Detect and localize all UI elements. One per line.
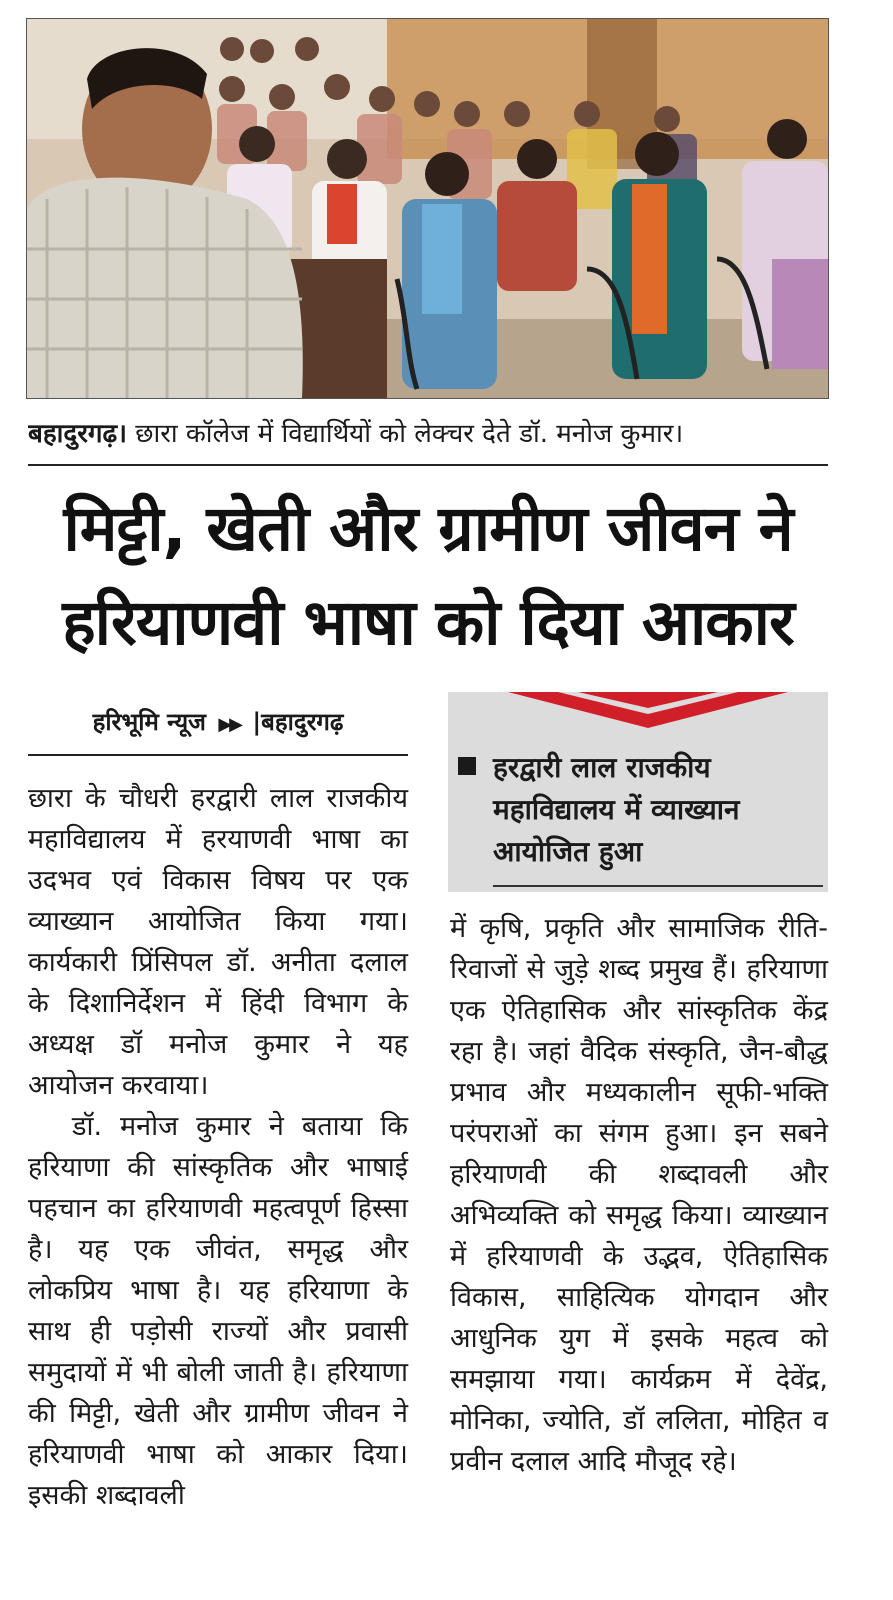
headline	[28, 482, 828, 670]
square-bullet-icon	[458, 757, 476, 775]
byline-divider	[28, 754, 408, 756]
headline-line-2: हरियाणवी भाषा को दिया आकार	[62, 586, 794, 659]
article-paragraph-1: छारा के चौधरी हरद्वारी लाल राजकीय महाविद्यालय में हरयाणवी भाषा का उदभव एवं विकास विषय पर एक व्याख्यान आयोजित किया गया। कार्यकारी प्रिंसिपल डॉ. अनीता दलाल के दिशानिर्देशन में हिंदी विभाग के अध्यक्ष डॉ मनोज कुमार ने यह आयोजन करवाया।	[28, 783, 408, 1101]
article-column-right	[450, 908, 828, 1482]
caption-divider	[28, 464, 828, 466]
play-arrows-icon: ▶▶	[218, 714, 241, 735]
pull-quote-box	[448, 692, 828, 892]
pull-quote-divider	[493, 885, 823, 887]
classroom-illustration	[27, 19, 828, 398]
byline-place: |बहादुरगढ़	[252, 708, 344, 736]
pull-quote-text: हरद्वारी लाल राजकीय महाविद्यालय में व्याख्यान आयोजित हुआ	[493, 751, 740, 868]
article-column-left	[28, 778, 408, 1516]
headline-line-1: मिट्टी, खेती और ग्रामीण जीवन ने	[63, 492, 793, 565]
caption-text: छारा कॉलेज में विद्यार्थियों को लेक्चर देते डॉ. मनोज कुमार।	[126, 419, 684, 449]
byline	[28, 700, 408, 744]
byline-source: हरिभूमि न्यूज	[92, 708, 206, 736]
caption-place: बहादुरगढ़।	[28, 419, 127, 449]
red-chevron-ribbon-icon	[448, 692, 828, 732]
article-paragraph-3: में कृषि, प्रकृति और सामाजिक रीति-रिवाजों से जुड़े शब्द प्रमुख हैं। हरियाणा एक ऐतिहासिक और सांस्कृतिक केंद्र रहा है। जहां वैदिक संस्कृति, जैन-बौद्ध प्रभाव और मध्यकालीन सूफी-भक्ति परंपराओं का संगम हुआ। इन सबने हरियाणवी की शब्दावली और अभिव्यक्ति को समृद्ध किया। व्याख्यान में हरियाणवी के उद्भव, ऐतिहासिक विकास, साहित्यिक योगदान और आधुनिक युग में इसके महत्व को समझाया गया। कार्यक्रम में देवेंद्र, मोनिका, ज्योति, डॉ ललिता, मोहित व प्रवीन दलाल आदि मौजूद रहे।	[450, 913, 828, 1477]
photo-caption	[28, 412, 828, 456]
classroom-photo	[26, 18, 829, 399]
article-paragraph-2: डॉ. मनोज कुमार ने बताया कि हरियाणा की सांस्कृतिक और भाषाई पहचान का हरियाणवी महत्वपूर्ण हिस्सा है। यह एक जीवंत, समृद्ध और लोकप्रिय भाषा है। यह हरियाणा के साथ ही पड़ोसी राज्यों और प्रवासी समुदायों में भी बोली जाती है। हरियाणा की मिट्टी, खेती और ग्रामीण जीवन ने हरियाणवी भाषा को आकार दिया। इसकी शब्दावली	[28, 1111, 408, 1511]
